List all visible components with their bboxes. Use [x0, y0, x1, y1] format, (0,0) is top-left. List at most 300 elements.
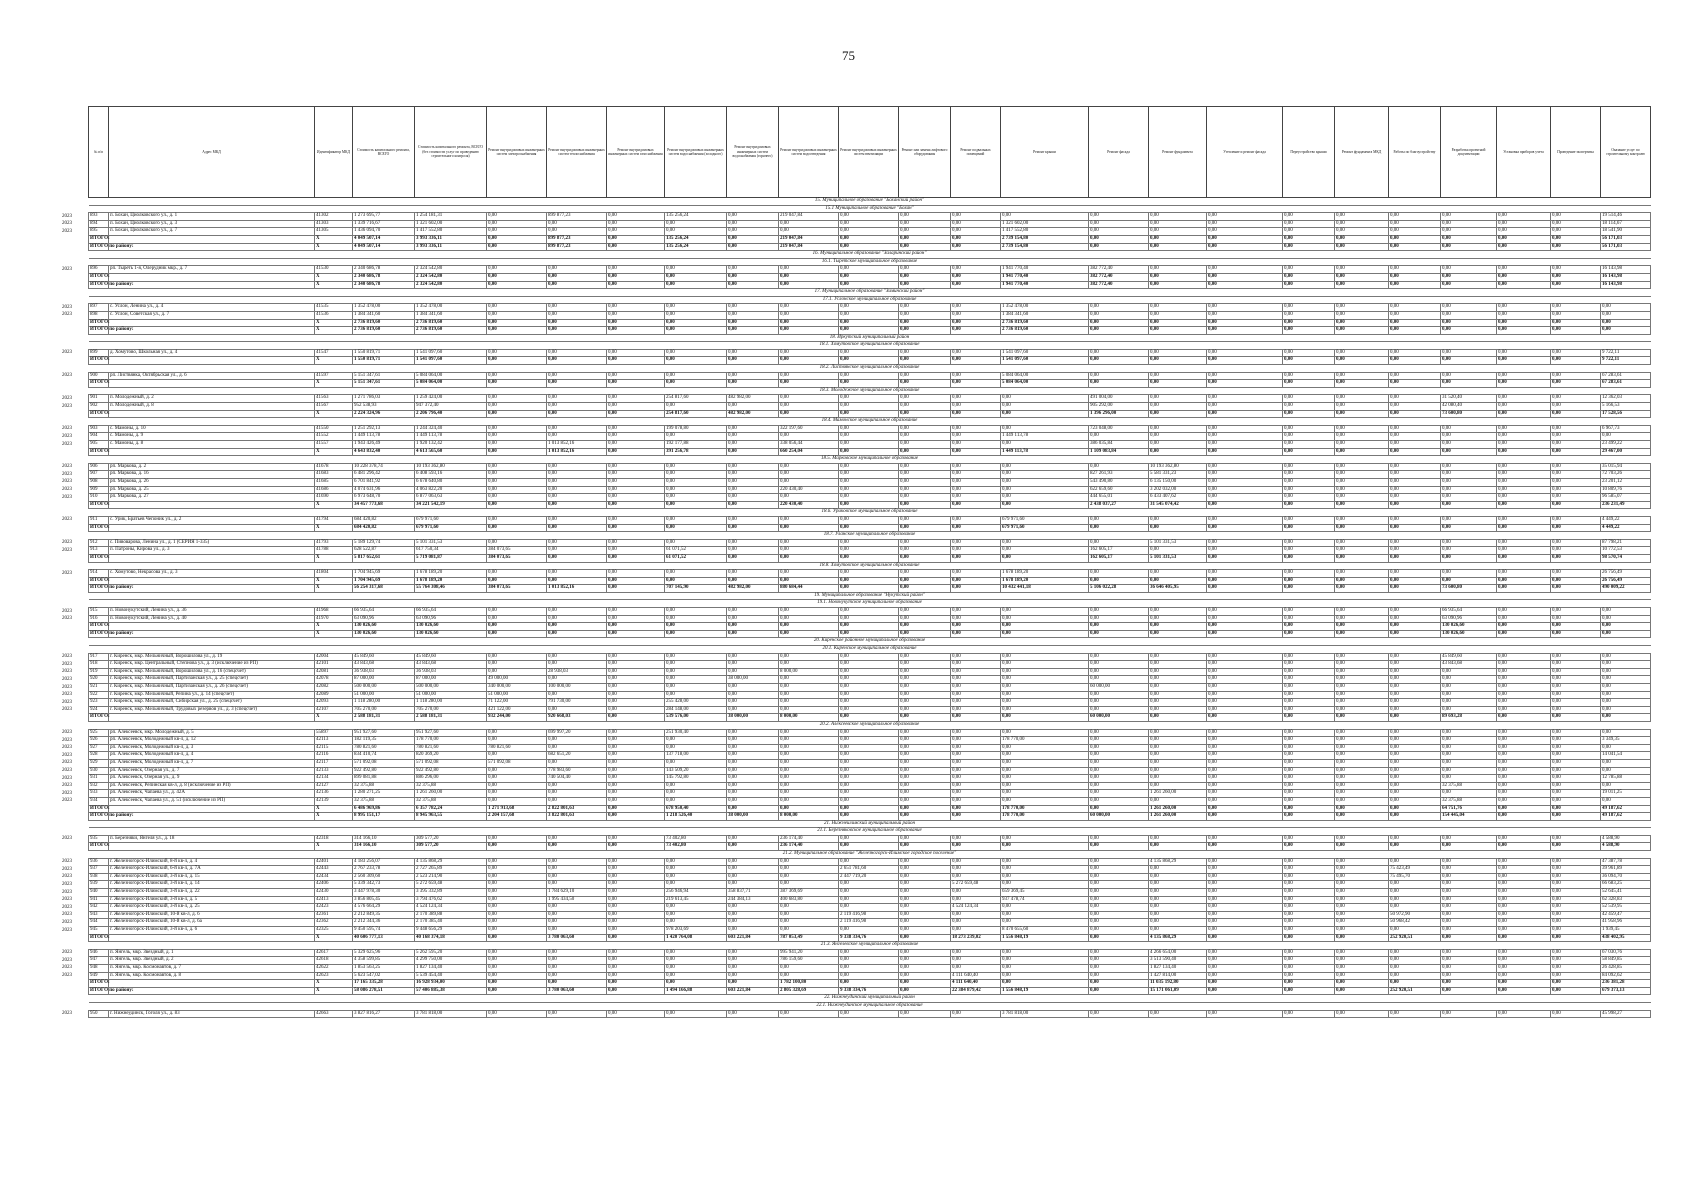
table-cell: 0,00: [665, 311, 727, 319]
table-cell: 928: [89, 752, 109, 760]
table-cell: 0,00: [727, 501, 779, 509]
table-cell: 6 967,73: [1601, 425, 1651, 433]
table-cell: 42401: [315, 858, 353, 866]
section-heading-row: [89, 828, 1651, 836]
table-cell: 0,00: [1551, 752, 1601, 760]
table-cell: 26 756,49: [1601, 570, 1651, 578]
table-cell: 0,00: [547, 471, 607, 479]
table-cell: 905 292,00: [1089, 403, 1149, 411]
table-cell: 0,00: [951, 501, 1001, 509]
table-cell: 0,00: [1149, 243, 1207, 251]
table-cell: 0,00: [951, 471, 1001, 479]
table-cell: 0,00: [1551, 213, 1601, 221]
table-cell: 0,00: [951, 524, 1001, 532]
table-cell: 0,00: [1207, 311, 1283, 319]
table-cell: 0,00: [1089, 630, 1149, 638]
table-cell: 0,00: [951, 403, 1001, 411]
table-cell: 0,00: [487, 729, 547, 737]
table-cell: 0,00: [839, 752, 899, 760]
table-cell: 0,00: [839, 213, 899, 221]
table-cell: 0,00: [839, 425, 899, 433]
table-cell: 2 206 796,40: [415, 410, 487, 418]
section-heading: 20. Киренское районное муниципальное образование: [89, 638, 1651, 646]
table-cell: 0,00: [899, 319, 951, 327]
table-cell: 1 784 629,10: [547, 889, 607, 897]
table-cell: 0,00: [1283, 691, 1335, 699]
table-cell: 899 877,23: [547, 213, 607, 221]
table-cell: 0,00: [1207, 858, 1283, 866]
table-cell: 0,00: [1441, 281, 1497, 289]
section-heading: 21.3. Янгелевское муниципальное образование: [89, 942, 1651, 950]
total-row: [89, 448, 1651, 456]
table-cell: 0,00: [1207, 577, 1283, 585]
table-cell: 0,00: [839, 494, 899, 502]
table-cell: 0,00: [1335, 433, 1389, 441]
table-cell: 1 449 113,78: [1001, 433, 1089, 441]
total-row: [89, 235, 1651, 243]
section-heading-row: [89, 592, 1651, 600]
table-cell: 1 352 478,00: [353, 304, 415, 312]
table-cell: 5 151 347,61: [353, 380, 415, 388]
table-cell: 0,00: [1497, 866, 1551, 874]
table-cell: 0,00: [665, 501, 727, 509]
table-cell: 1 941 770,40: [1001, 266, 1089, 274]
header-row: [89, 107, 1651, 198]
table-cell: 26 756,49: [1601, 577, 1651, 585]
table-cell: 63 090,96: [1441, 615, 1497, 623]
table-cell: 0,00: [1389, 494, 1441, 502]
table-cell: 0,00: [1283, 539, 1335, 547]
page-number: 75: [842, 48, 855, 63]
table-cell: 0,00: [1207, 759, 1283, 767]
table-cell: 0,00: [1089, 805, 1149, 813]
table-cell: 0,00: [779, 805, 839, 813]
table-cell: 0,00: [1207, 630, 1283, 638]
table-cell: 0,00: [899, 737, 951, 745]
table-cell: 0,00: [1149, 319, 1207, 327]
table-cell: 60 000,00: [1089, 684, 1149, 692]
table-cell: 0,00: [487, 866, 547, 874]
table-cell: 5 151 347,61: [353, 372, 415, 380]
table-cell: 0,00: [839, 516, 899, 524]
table-cell: 1 339 716,67: [353, 220, 415, 228]
address-cell: [109, 448, 315, 456]
table-cell: 0,00: [1335, 706, 1389, 714]
section-heading: 18.7. Уланское муниципальное образование: [89, 532, 1651, 540]
table-cell: 0,00: [899, 448, 951, 456]
table-cell: 0,00: [899, 547, 951, 555]
address-cell: рп. Маркова, д. 16: [109, 471, 315, 479]
table-row: [89, 661, 1651, 669]
table-cell: 0,00: [607, 972, 665, 980]
table-cell: 922 492,80: [415, 767, 487, 775]
table-cell: 42115: [315, 744, 353, 752]
table-cell: 0,00: [1441, 539, 1497, 547]
table-cell: 0,00: [951, 448, 1001, 456]
address-cell: [109, 501, 315, 509]
table-cell: 0,00: [951, 608, 1001, 616]
table-cell: 0,00: [607, 425, 665, 433]
table-row: [89, 349, 1651, 357]
year-label: 2023: [62, 669, 72, 675]
table-cell: 60 000,00: [1089, 714, 1149, 722]
table-cell: 0,00: [607, 661, 665, 669]
table-cell: 0,00: [1497, 448, 1551, 456]
column-header: № п/п: [89, 107, 109, 198]
table-cell: 1 251 292,13: [353, 425, 415, 433]
table-cell: 0,00: [1551, 927, 1601, 935]
table-cell: 40 168 374,18: [415, 934, 487, 942]
table-cell: 0,00: [727, 372, 779, 380]
table-cell: 0,00: [607, 486, 665, 494]
table-cell: 5 101 331,53: [1149, 554, 1207, 562]
address-cell: рп. Алексеевск, Чапаева ул., д. 42А: [109, 790, 315, 798]
table-cell: 0,00: [727, 403, 779, 411]
table-cell: 0,00: [665, 653, 727, 661]
table-cell: 780 821,60: [487, 744, 547, 752]
table-cell: 0,00: [1389, 835, 1441, 843]
table-cell: 0,00: [1389, 714, 1441, 722]
table-cell: 42434: [315, 873, 353, 881]
table-cell: 4 643 832,40: [353, 448, 415, 456]
table-cell: 0,00: [951, 843, 1001, 851]
table-cell: 10 193 362,80: [1149, 463, 1207, 471]
table-cell: 0,00: [727, 311, 779, 319]
table-cell: 0,00: [1551, 327, 1601, 335]
table-cell: 0,00: [1001, 904, 1089, 912]
table-cell: 0,00: [899, 243, 951, 251]
table-cell: 0,00: [665, 980, 727, 988]
table-cell: 1 013 852,16: [547, 441, 607, 449]
table-cell: 135 256,24: [665, 213, 727, 221]
table-cell: 0,00: [1335, 797, 1389, 805]
address-cell: п. Бохан, Циолковского ул., д. 1: [109, 213, 315, 221]
table-cell: 41804: [315, 570, 353, 578]
table-cell: 3 780 063,60: [547, 987, 607, 995]
table-cell: 0,00: [1335, 752, 1389, 760]
table-cell: 0,00: [1389, 281, 1441, 289]
table-cell: 0,00: [1551, 615, 1601, 623]
table-cell: 0,00: [779, 524, 839, 532]
address-cell: рп. Маркова, д. 27: [109, 494, 315, 502]
table-cell: 0,00: [487, 448, 547, 456]
total-row: [89, 273, 1651, 281]
address-cell: г. Киренск, мкр. Мельничный, Партизанская ул., д. 26 (спецсчет): [109, 684, 315, 692]
table-row: [89, 608, 1651, 616]
table-cell: 0,00: [1149, 843, 1207, 851]
table-cell: 622 659,60: [1089, 486, 1149, 494]
table-cell: 0,00: [1149, 228, 1207, 236]
table-cell: 0,00: [1207, 547, 1283, 555]
table-cell: 0,00: [1089, 380, 1149, 388]
address-cell: рп. Алексеевск, Молодежный кв-л, д. 3: [109, 744, 315, 752]
table-cell: 1 678 189,20: [1001, 577, 1089, 585]
table-cell: 0,00: [665, 691, 727, 699]
table-cell: 0,00: [1389, 752, 1441, 760]
table-cell: 0,00: [1089, 889, 1149, 897]
table-cell: 0,00: [1283, 395, 1335, 403]
table-cell: 0,00: [1497, 516, 1551, 524]
table-cell: 0,00: [1497, 881, 1551, 889]
table-cell: 0,00: [1551, 964, 1601, 972]
table-cell: 1 556 848,19: [1001, 987, 1089, 995]
table-cell: 0,00: [727, 668, 779, 676]
table-cell: 41685: [315, 478, 353, 486]
address-cell: с. Мамоны, д. 9: [109, 433, 315, 441]
table-cell: 0,00: [1207, 327, 1283, 335]
table-cell: 0,00: [779, 433, 839, 441]
table-cell: 61 071,52: [665, 554, 727, 562]
table-cell: 0,00: [607, 372, 665, 380]
table-cell: 0,00: [1283, 319, 1335, 327]
table-cell: 0,00: [547, 554, 607, 562]
table-cell: 251 930,40: [665, 729, 727, 737]
table-cell: 0,00: [727, 547, 779, 555]
table-cell: 41788: [315, 547, 353, 555]
table-cell: 4 449,22: [1601, 516, 1651, 524]
table-cell: 0,00: [1441, 737, 1497, 745]
table-cell: 42663: [315, 1010, 353, 1018]
table-cell: 0,00: [1149, 235, 1207, 243]
table-cell: 0,00: [899, 759, 951, 767]
column-header: Ремонт подвальных помещений: [951, 107, 1001, 198]
table-cell: 0,00: [1283, 380, 1335, 388]
table-cell: 0,00: [487, 964, 547, 972]
table-cell: 0,00: [1001, 661, 1089, 669]
table-cell: 0,00: [1497, 357, 1551, 365]
table-cell: 0,00: [1089, 957, 1149, 965]
table-cell: 0,00: [665, 1010, 727, 1018]
year-label: 2023: [62, 433, 72, 439]
table-cell: 0,00: [1497, 372, 1551, 380]
table-row: [89, 311, 1651, 319]
section-heading-row: [89, 600, 1651, 608]
table-cell: 1 541 097,60: [415, 357, 487, 365]
table-cell: 41683: [315, 471, 353, 479]
table-cell: 0,00: [487, 896, 547, 904]
table-cell: 1 704 945,69: [353, 577, 415, 585]
address-cell: г. Железногорск-Илимский, 8-й кв-л, д. 4: [109, 858, 315, 866]
table-cell: 0,00: [1283, 699, 1335, 707]
table-cell: 0,00: [899, 676, 951, 684]
table-cell: 0,00: [1551, 281, 1601, 289]
table-cell: 2 739 154,80: [1001, 243, 1089, 251]
table-cell: 0,00: [1283, 524, 1335, 532]
table-row: [89, 889, 1651, 897]
table-cell: 0,00: [607, 911, 665, 919]
table-cell: 0,00: [1283, 653, 1335, 661]
table-cell: 0,00: [1283, 972, 1335, 980]
table-cell: 0,00: [607, 889, 665, 897]
table-cell: 0,00: [1335, 987, 1389, 995]
table-cell: 5 272 659,48: [951, 881, 1001, 889]
table-cell: 0,00: [1283, 813, 1335, 821]
table-cell: 0,00: [547, 380, 607, 388]
table-cell: 254 817,60: [665, 395, 727, 403]
table-cell: 0,00: [1283, 266, 1335, 274]
table-cell: 0,00: [1283, 919, 1335, 927]
table-cell: 0,00: [607, 547, 665, 555]
table-cell: 0,00: [899, 395, 951, 403]
year-label: 2023: [62, 403, 72, 409]
table-cell: 0,00: [779, 744, 839, 752]
table-cell: X: [315, 714, 353, 722]
table-cell: 0,00: [547, 1010, 607, 1018]
table-cell: 0,00: [899, 570, 951, 578]
table-cell: 0,00: [665, 911, 727, 919]
table-cell: 0,00: [665, 357, 727, 365]
year-label: 2023: [62, 760, 72, 766]
table-cell: 4 266 654,00: [1149, 949, 1207, 957]
table-cell: 0,00: [1389, 790, 1441, 798]
table-cell: 0,00: [899, 927, 951, 935]
table-cell: 0,00: [1283, 676, 1335, 684]
table-cell: 0,00: [1207, 608, 1283, 616]
table-cell: 12 362,03: [1601, 395, 1651, 403]
table-cell: 707 145,90: [665, 585, 727, 593]
table-cell: 0,00: [1283, 881, 1335, 889]
table-cell: 0,00: [1207, 220, 1283, 228]
table-cell: 0,00: [727, 463, 779, 471]
table-cell: 0,00: [1389, 372, 1441, 380]
table-cell: 0,00: [839, 395, 899, 403]
table-cell: 0,00: [1149, 304, 1207, 312]
section-heading: 21.1. Березняковское муниципальное образование: [89, 828, 1651, 836]
table-cell: 0,00: [547, 539, 607, 547]
table-cell: 0,00: [1389, 623, 1441, 631]
table-cell: 571 092,08: [353, 759, 415, 767]
table-cell: 0,00: [547, 676, 607, 684]
table-cell: 0,00: [547, 570, 607, 578]
table-cell: 0,00: [665, 964, 727, 972]
table-cell: 0,00: [899, 311, 951, 319]
table-cell: 0,00: [1335, 425, 1389, 433]
table-cell: 0,00: [1441, 843, 1497, 851]
table-cell: 0,00: [1551, 478, 1601, 486]
year-label: 2023: [62, 570, 72, 576]
table-cell: 0,00: [951, 873, 1001, 881]
table-cell: 0,00: [899, 904, 951, 912]
table-cell: 0,00: [665, 516, 727, 524]
table-cell: 1 013 852,16: [547, 585, 607, 593]
table-cell: 911: [89, 516, 109, 524]
table-cell: 0,00: [839, 630, 899, 638]
table-cell: 0,00: [1001, 843, 1089, 851]
table-cell: 0,00: [727, 319, 779, 327]
table-cell: 0,00: [1149, 349, 1207, 357]
table-cell: 0,00: [1335, 1010, 1389, 1018]
table-cell: 0,00: [1551, 448, 1601, 456]
table-cell: 8 000,00: [779, 714, 839, 722]
table-cell: 0,00: [839, 478, 899, 486]
address-cell: [109, 843, 315, 851]
table-row: [89, 403, 1651, 411]
address-cell: [109, 524, 315, 532]
column-header: Ремонт внутридомовых инженерных систем водоснабжения (горячего): [727, 107, 779, 198]
table-cell: 5 084 064,00: [415, 372, 487, 380]
table-cell: 0,00: [1149, 570, 1207, 578]
table-cell: 0,00: [1149, 653, 1207, 661]
table-cell: 0,00: [1283, 357, 1335, 365]
table-cell: 0,00: [1207, 486, 1283, 494]
table-cell: 0,00: [607, 843, 665, 851]
table-cell: 89 693,28: [1441, 714, 1497, 722]
table-cell: 0,00: [1335, 964, 1389, 972]
table-cell: 0,00: [899, 653, 951, 661]
table-cell: 0,00: [779, 684, 839, 692]
section-heading: 18.5. Марковское муниципальное образование: [89, 456, 1651, 464]
table-cell: 0,00: [779, 904, 839, 912]
table-body: [89, 198, 1651, 1018]
table-cell: 0,00: [607, 980, 665, 988]
table-cell: ИТОГО:: [89, 273, 109, 281]
address-cell: г. Киренск, мкр. Мельничный, Сибирская ул., д. 25 (спецсчет): [109, 699, 315, 707]
table-cell: 0,00: [1089, 866, 1149, 874]
table-cell: 0,00: [607, 699, 665, 707]
table-cell: 0,00: [607, 949, 665, 957]
table-cell: 4 111 640,40: [951, 980, 1001, 988]
table-cell: 0,00: [1207, 213, 1283, 221]
table-cell: 0,00: [1283, 934, 1335, 942]
table-cell: 0,00: [1441, 934, 1497, 942]
table-cell: 0,00: [1497, 668, 1551, 676]
total-row: [89, 327, 1651, 335]
table-cell: 0,00: [951, 691, 1001, 699]
table-cell: 0,00: [1001, 752, 1089, 760]
table-cell: 0,00: [1551, 699, 1601, 707]
table-cell: 0,00: [487, 501, 547, 509]
table-cell: 942: [89, 904, 109, 912]
table-cell: 0,00: [1207, 904, 1283, 912]
table-cell: 0,00: [1551, 889, 1601, 897]
table-cell: 0,00: [1001, 729, 1089, 737]
table-cell: 0,00: [1149, 706, 1207, 714]
table-cell: 23 201,12: [1601, 478, 1651, 486]
table-cell: 1 541 097,60: [1001, 357, 1089, 365]
year-label: 2023: [62, 228, 72, 234]
table-cell: 0,00: [899, 281, 951, 289]
table-cell: 0,00: [899, 608, 951, 616]
table-cell: 0,00: [779, 266, 839, 274]
table-cell: 0,00: [779, 919, 839, 927]
table-cell: 0,00: [839, 729, 899, 737]
table-cell: 0,00: [487, 858, 547, 866]
table-cell: 143 509,20: [665, 767, 727, 775]
table-cell: 0,00: [1089, 608, 1149, 616]
table-cell: 0,00: [727, 949, 779, 957]
table-cell: 0,00: [1441, 577, 1497, 585]
table-cell: 0,00: [1001, 714, 1089, 722]
table-cell: 400 683,80: [779, 896, 839, 904]
table-cell: 0,00: [1441, 311, 1497, 319]
table-cell: X: [315, 501, 353, 509]
table-cell: 0,00: [839, 570, 899, 578]
table-cell: 0,00: [1283, 752, 1335, 760]
table-cell: 0,00: [1551, 737, 1601, 745]
table-cell: 0,00: [1389, 881, 1441, 889]
table-cell: 0,00: [727, 775, 779, 783]
table-cell: 0,00: [779, 319, 839, 327]
table-cell: 0,00: [1335, 699, 1389, 707]
table-cell: 0,00: [1389, 896, 1441, 904]
table-cell: 219 047,84: [779, 243, 839, 251]
table-cell: 17 528,56: [1601, 410, 1651, 418]
section-heading-row: [89, 205, 1651, 213]
table-cell: 0,00: [665, 524, 727, 532]
table-cell: 0,00: [1207, 949, 1283, 957]
table-cell: 0,00: [487, 524, 547, 532]
table-cell: 0,00: [1089, 790, 1149, 798]
